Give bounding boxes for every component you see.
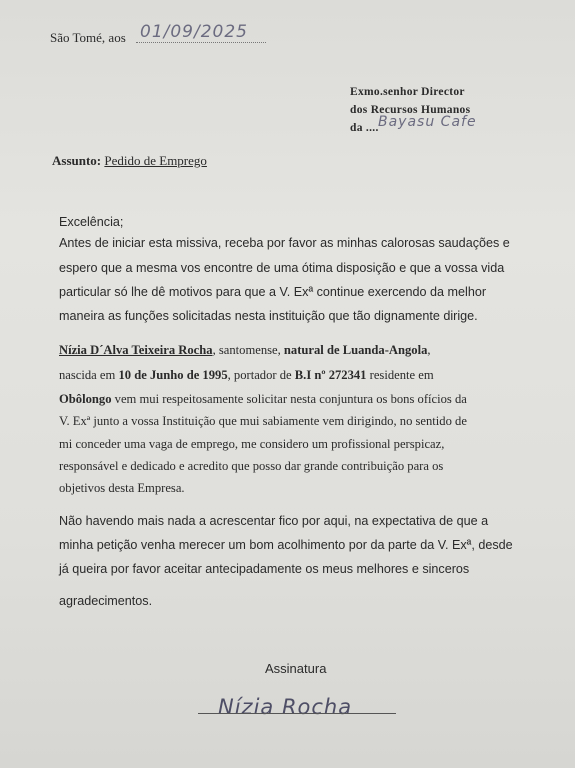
paragraph2-line-2: [59, 368, 434, 383]
date-prefix: São Tomé, aos: [50, 30, 126, 45]
paragraph2-line-7: objetivos desta Empresa.: [59, 481, 185, 495]
signature-line: [198, 713, 396, 714]
birth-date: 10 de Junho de 1995: [118, 368, 228, 382]
addressee-line-2: dos Recursos Humanos: [350, 104, 471, 116]
paragraph1-line-1: Antes de iniciar esta missiva, receba por favor as minhas calorosas saudações e: [59, 236, 510, 250]
subject-label: Assunto:: [52, 153, 102, 168]
paragraph2-line-1: [59, 343, 431, 358]
paragraph3-line-4: agradecimentos.: [59, 594, 153, 608]
paragraph3-line-1: Não havendo mais nada a acrescentar fico por aqui, na expectativa de que a: [59, 514, 489, 528]
id-number: B.I nº 272341: [294, 368, 367, 382]
paragraph1-line-3: particular só lhe dê motivos para que a V. Exª continue exercendo da melhor: [59, 285, 487, 299]
subject-line: [52, 153, 207, 169]
p2-l3-rest: vem mui respeitosamente solicitar nesta conjuntura os bons ofícios da: [111, 392, 467, 406]
paragraph2-line-3: [59, 392, 467, 407]
p2-l2-a: nascida em: [59, 368, 119, 382]
paragraph2-line-6: responsável e dedicado e acredito que posso dar grande contribuição para os: [59, 459, 444, 473]
paragraph2-line-5: mi conceder uma vaga de emprego, me considero um profissional perspicaz,: [59, 437, 445, 451]
p2-l2-c: residente em: [366, 368, 434, 382]
p2-l2-b: , portador de: [227, 368, 295, 382]
signature-label: Assinatura: [265, 661, 327, 676]
residence: Obôlongo: [59, 392, 112, 406]
handwritten-date: 01/09/2025: [140, 22, 248, 42]
paragraph2-line-4: V. Exª junto a vossa Instituição que mui sabiamente vem dirigindo, no sentido de: [59, 414, 467, 428]
paragraph1-line-4: maneira as funções solicitadas nesta instituição que tão dignamente dirige.: [59, 309, 478, 323]
addressee-handwritten-company: Bayasu Cafe: [378, 114, 477, 130]
applicant-name: Nízia D´Alva Teixeira Rocha: [59, 343, 213, 357]
paragraph1-line-2: espero que a mesma vos encontre de uma ótima disposição e que a vossa vida: [59, 261, 505, 275]
paragraph3-line-2: minha petição venha merecer um bom acolhimento por da parte da V. Exª, desde: [59, 538, 513, 552]
p2-l1-end: ,: [427, 343, 431, 357]
handwritten-signature: Nízia Rocha: [218, 695, 353, 719]
paragraph3-line-3: já queira por favor aceitar antecipadamente os meus melhores e sinceros: [59, 562, 470, 576]
salutation: Excelência;: [59, 215, 124, 229]
birthplace: natural de Luanda-Angola: [283, 343, 428, 357]
addressee-line-3-prefix: da ....: [350, 122, 379, 134]
subject-text: Pedido de Emprego: [104, 153, 207, 168]
date-underline: [136, 42, 266, 43]
p2-l1-text: , santomense,: [212, 343, 284, 357]
addressee-line-1: Exmo.senhor Director: [350, 86, 465, 98]
